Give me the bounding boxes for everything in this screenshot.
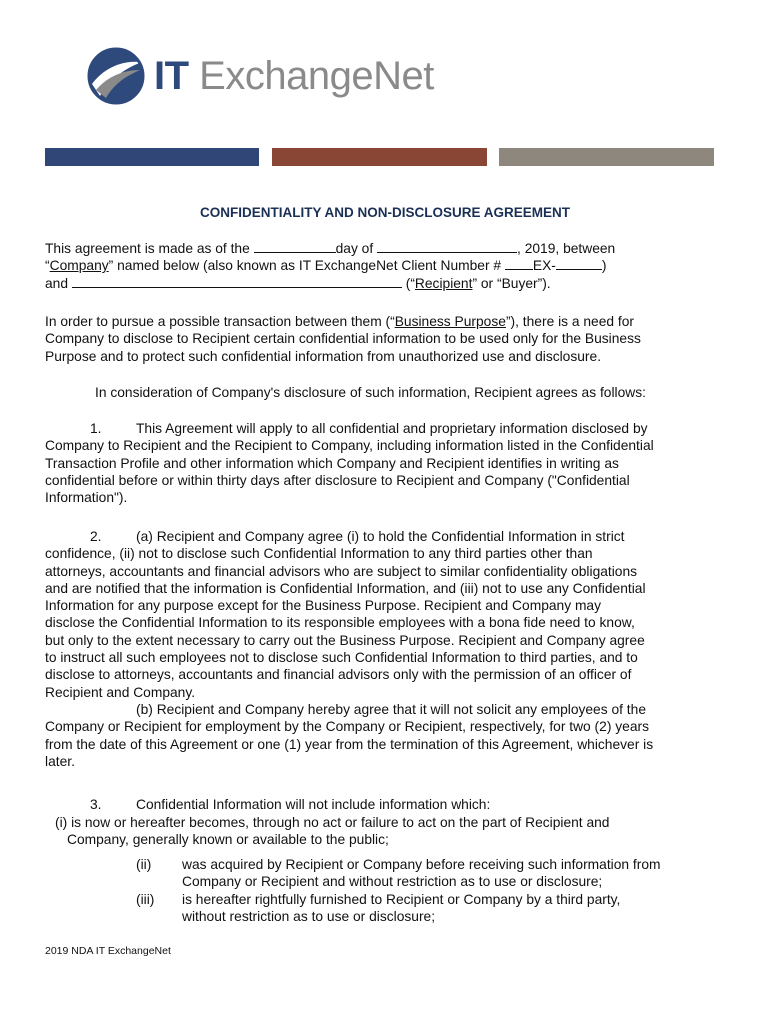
section-text: Company or Recipient for employment by the Company or Recipient, respectively, for two (2) years [45,719,649,735]
intro-text: ” or “Buyer”). [472,275,551,291]
section-3-item-i [55,814,721,849]
section-text: Company to Recipient and the Recipient to Company, including information listed in the Confidential [45,438,654,454]
section-text: from the date of this Agreement or one (1) year from the termination of this Agreement, whichever is [45,736,654,752]
section-text: without restriction as to use or disclosure; [182,909,436,925]
company-logo [86,46,434,106]
section-text: Information"). [45,490,128,506]
page-footer: 2019 NDA IT ExchangeNet [45,945,171,957]
section-text: Company or Recipient and without restriction as to use or disclosure; [182,874,603,890]
section-number: 2. [90,529,102,544]
header-bar-gray [499,148,714,166]
date-month-field[interactable] [377,240,517,253]
client-number-field[interactable] [505,257,533,270]
intro-text: ) [601,258,607,274]
section-3 [45,796,721,813]
logo-brand-rest: ExchangeNet [199,54,434,98]
section-text: Information for any purpose except for the Business Purpose. Recipient and Company may [45,598,602,614]
intro-text: (“ [405,275,415,291]
section-text: (i) is now or hereafter becomes, through no act or failure to act on the part of Recipient and [55,815,610,830]
logo-wordmark [154,56,434,96]
section-text: disclose the Confidential Information to its responsible employees with a bona fide need to know, [45,615,635,631]
intro-text: EX- [532,258,556,274]
recipient-term: Recipient [414,275,473,291]
consideration-text: In consideration of Company's disclosure of such information, Recipient agrees as follows: [95,385,646,400]
section-text: confidence, (ii) not to disclose such Confidential Information to any third parties other than [45,546,593,562]
section-text: but only to the extent necessary to carry out the Business Purpose. Recipient and Company agree [45,632,645,648]
section-text: (a) Recipient and Company agree (i) to hold the Confidential Information in strict [136,529,625,544]
section-1 [45,420,721,506]
section-text: to instruct all such employees not to disclose such Confidential Information to third parties, and to [45,650,638,666]
section-text: was acquired by Recipient or Company before receiving such information from [182,857,661,872]
header-bar-red [272,148,487,166]
logo-brand-bold: IT [154,54,189,98]
section-text: Recipient and Company. [45,684,196,700]
section-number: 3. [90,797,102,812]
recipient-name-field[interactable] [72,275,402,288]
section-text: (b) Recipient and Company hereby agree that it will not solicit any employees of the [136,701,646,717]
item-iii-number: (iii) [136,892,155,907]
document-title: CONFIDENTIALITY AND NON-DISCLOSURE AGREEMENT [199,205,570,220]
date-day-field[interactable] [254,240,336,253]
purpose-text: Company to disclose to Recipient certain confidential information to be used only for the Business [45,331,641,347]
intro-text: , 2019, between [517,241,616,256]
section-text: Transaction Profile and other information which Company and Recipient identifies in writing as [45,455,619,471]
section-text: Company, generally known or available to the public; [67,832,389,848]
intro-text: day of [335,241,374,256]
intro-text: and [45,275,69,291]
section-text: and are notified that the information is Confidential Information, and (iii) not to use any Confidential [45,580,646,596]
section-text: later. [45,753,75,769]
purpose-text: ”), there is a need for [505,314,635,329]
swoosh-circle-logo-icon [86,46,146,106]
ex-number-field[interactable] [556,257,602,270]
section-2 [45,528,721,770]
consideration-paragraph [95,384,721,401]
section-number: 1. [90,421,102,436]
purpose-text: Purpose and to protect such confidential information from unauthorized use and disclosure. [45,348,602,364]
business-purpose-term: Business Purpose [394,314,506,329]
intro-text: “ [45,258,50,274]
item-iii-text [182,891,620,926]
purpose-paragraph [45,313,721,365]
section-text: attorneys, accountants and financial advisors who are subject to similar confidentiality obligations [45,563,638,579]
company-term: Company [49,258,109,274]
section-text: disclose to attorneys, accountants and financial advisors only with the permission of an officer of [45,667,632,683]
section-text: confidential before or within thirty days after disclosure to Recipient and Company ("Confidential [45,472,630,488]
section-text: This Agreement will apply to all confidential and proprietary information disclosed by [136,421,648,436]
section-text: Confidential Information will not include information which: [136,797,491,812]
section-text: is hereafter rightfully furnished to Recipient or Company by a third party, [182,892,621,907]
intro-paragraph [45,240,721,292]
purpose-text: In order to pursue a possible transaction between them (“ [45,314,395,329]
item-ii-text [182,856,661,891]
intro-text: This agreement is made as of the [45,241,250,256]
item-ii-number: (ii) [136,857,152,872]
header-bar-blue [45,148,259,166]
intro-text: ” named below (also known as IT ExchangeNet Client Number # [108,258,502,274]
